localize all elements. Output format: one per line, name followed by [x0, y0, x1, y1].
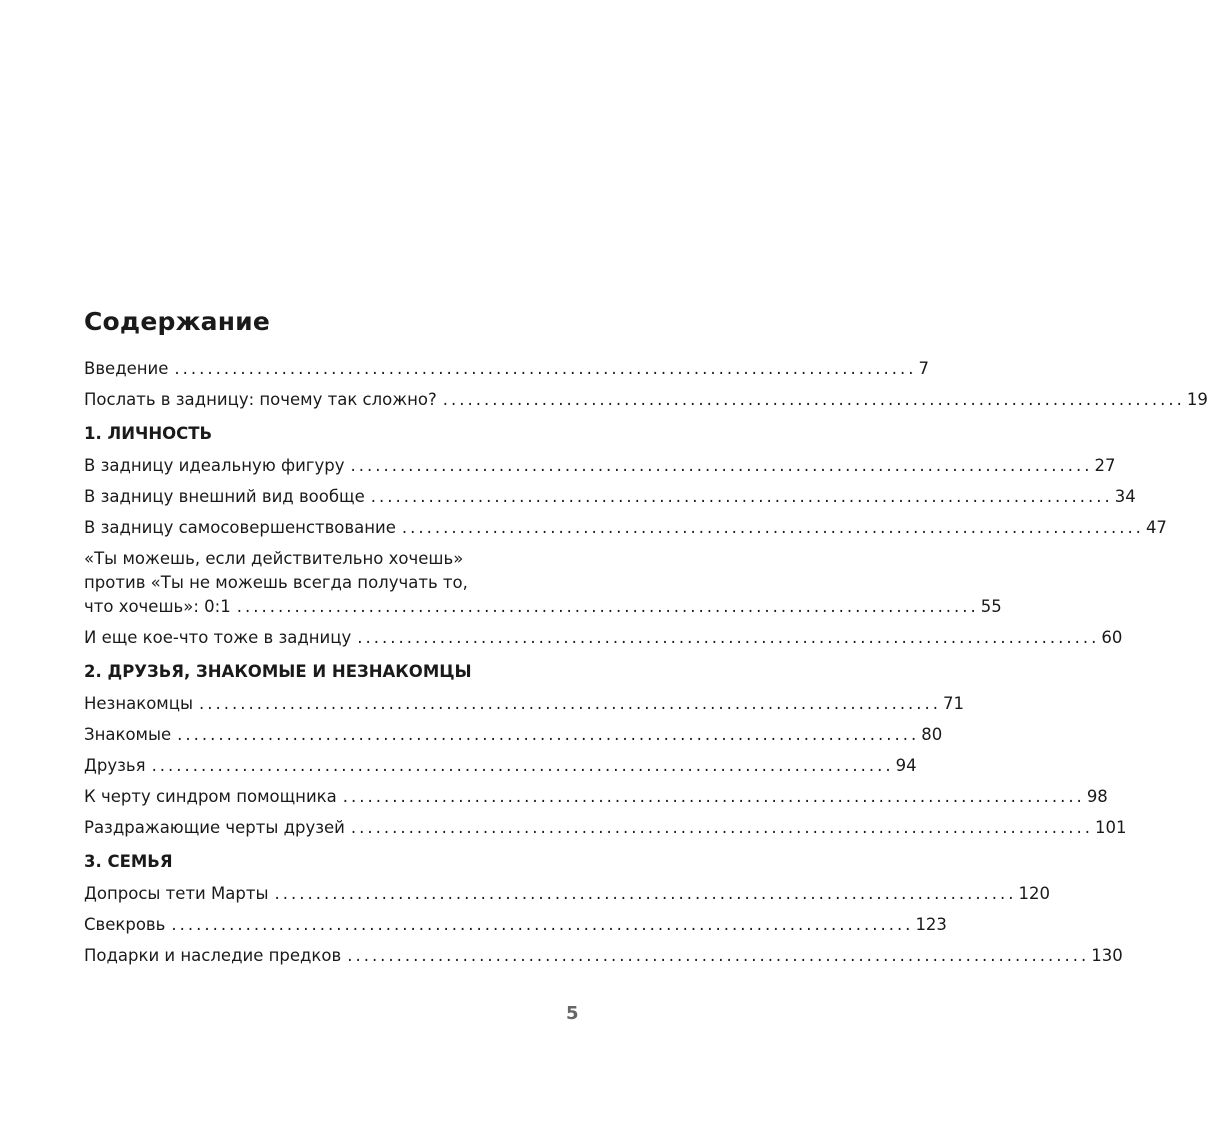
toc-entry-label: Послать в задницу: почему так сложно?: [84, 390, 437, 409]
toc-entry: [84, 516, 1167, 540]
toc-entry: [84, 882, 1051, 906]
toc-entry-label: Подарки и наследие предков: [84, 946, 342, 965]
table-of-contents: [84, 305, 1208, 975]
page-title: Содержание: [84, 307, 271, 336]
toc-entry-page: 98: [1086, 787, 1108, 806]
leader-dots: ..........................................................................................: [350, 456, 1093, 475]
toc-entry: [84, 485, 1136, 509]
leader-dots: ..........................................................................................: [171, 915, 914, 934]
leader-dots: ..........................................................................................: [151, 756, 894, 775]
toc-entry-page: 27: [1094, 456, 1116, 475]
toc-entry: [84, 944, 1123, 968]
toc-entry: [84, 454, 1116, 478]
leader-dots: ..........................................................................................: [347, 946, 1090, 965]
leader-dots: ..........................................................................................: [236, 597, 979, 616]
toc-entry-page: 101: [1094, 818, 1127, 837]
leader-dots: ..........................................................................................: [370, 487, 1113, 506]
toc-entry-label: Допросы тети Марты: [84, 884, 269, 903]
leader-dots: ..........................................................................................: [401, 518, 1144, 537]
toc-entry-page: 60: [1101, 628, 1123, 647]
toc-entry: [84, 754, 917, 778]
toc-entry-label: Незнакомцы: [84, 694, 193, 713]
section-heading-family: 3. СЕМЬЯ: [84, 852, 173, 871]
toc-entry-label: В задницу идеальную фигуру: [84, 456, 345, 475]
toc-entry-page: 130: [1091, 946, 1123, 965]
toc-entry: [84, 785, 1108, 809]
toc-entry-label: Знакомые: [84, 725, 172, 744]
section-heading-friends: 2. ДРУЗЬЯ, ЗНАКОМЫЕ И НЕЗНАКОМЦЫ: [84, 662, 472, 681]
leader-dots: ..........................................................................................: [442, 390, 1185, 409]
leader-dots: ..........................................................................................: [342, 787, 1085, 806]
toc-entry: [84, 626, 1123, 650]
toc-entry-why-hard: [84, 388, 1208, 412]
toc-entry-page: 80: [921, 725, 943, 744]
leader-dots: ..........................................................................................: [174, 359, 917, 378]
toc-entry-page: 7: [918, 359, 929, 378]
toc-entry-label: Свекровь: [84, 915, 166, 934]
section-heading-personality: 1. ЛИЧНОСТЬ: [84, 424, 213, 443]
toc-entry-label: К черту синдром помощника: [84, 787, 337, 806]
toc-entry-page: 55: [980, 597, 1002, 616]
toc-entry-label: В задницу самосовершенствование: [84, 518, 396, 537]
toc-entry-label: Раздражающие черты друзей: [84, 818, 345, 837]
leader-dots: ..........................................................................................: [199, 694, 942, 713]
toc-entry: [84, 692, 965, 716]
toc-entry-page: 71: [943, 694, 965, 713]
toc-entry-page: 34: [1114, 487, 1136, 506]
toc-entry-label: Введение: [84, 359, 169, 378]
toc-entry-page: 120: [1018, 884, 1051, 903]
leader-dots: ..........................................................................................: [350, 818, 1093, 837]
leader-dots: ..........................................................................................: [274, 884, 1017, 903]
toc-entry-label: Друзья: [84, 756, 146, 775]
toc-entry-line: что хочешь»: 0:1: [84, 597, 231, 616]
toc-entry-line: «Ты можешь, если действительно хочешь»: [84, 549, 464, 568]
page-number: 5: [566, 1003, 579, 1024]
toc-entry: [84, 816, 1127, 840]
toc-entry-label: В задницу внешний вид вообще: [84, 487, 365, 506]
toc-entry-page: 47: [1145, 518, 1167, 537]
leader-dots: ..........................................................................................: [357, 628, 1100, 647]
toc-entry-page: 19: [1186, 390, 1208, 409]
toc-entry-page: 123: [915, 915, 947, 934]
toc-entry-page: 94: [895, 756, 917, 775]
toc-entries: [84, 357, 1208, 968]
toc-entry-introduction: [84, 357, 929, 381]
toc-entry-multiline: [84, 547, 1002, 619]
leader-dots: ..........................................................................................: [177, 725, 920, 744]
toc-entry-line: против «Ты не можешь всегда получать то,: [84, 573, 468, 592]
toc-entry: [84, 913, 947, 937]
toc-entry-label: И еще кое-что тоже в задницу: [84, 628, 352, 647]
toc-entry: [84, 723, 943, 747]
